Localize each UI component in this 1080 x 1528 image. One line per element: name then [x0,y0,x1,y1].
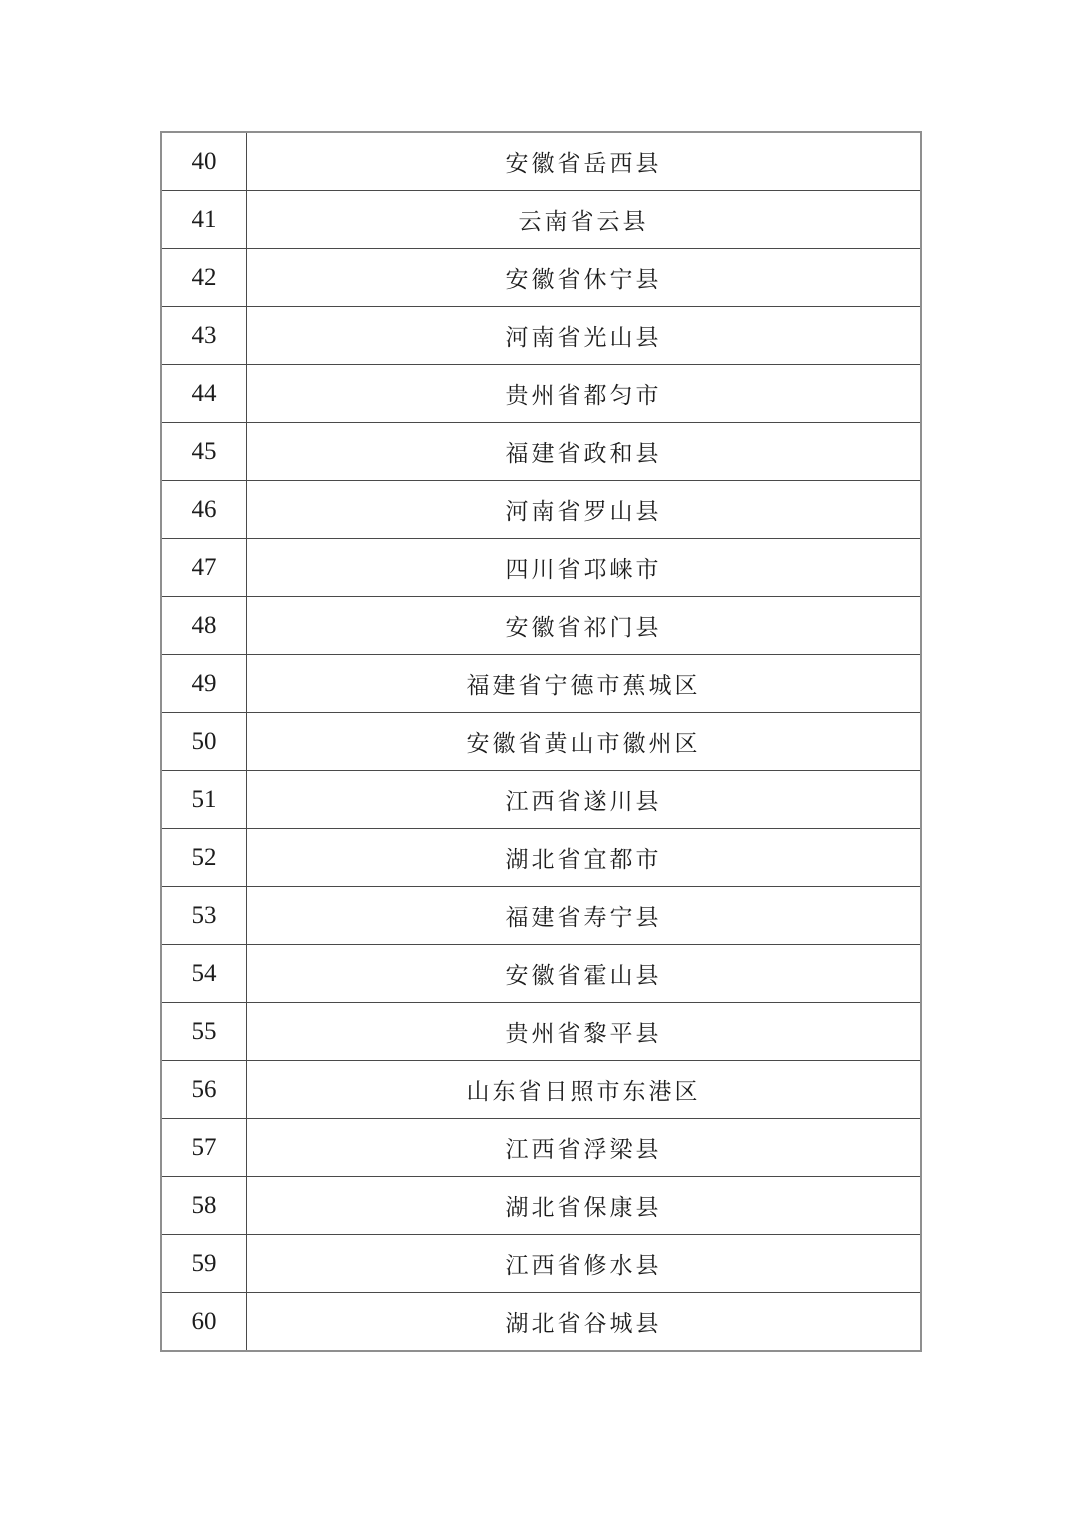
table-row [161,423,921,481]
table-row [161,365,921,423]
table-row [161,1003,921,1061]
row-location: 安徽省休宁县 [247,249,922,307]
row-number: 48 [161,597,247,655]
row-location: 贵州省黎平县 [247,1003,922,1061]
row-location: 云南省云县 [247,191,922,249]
row-location: 河南省光山县 [247,307,922,365]
table-row [161,132,921,191]
table-row [161,481,921,539]
row-number: 45 [161,423,247,481]
row-number: 56 [161,1061,247,1119]
row-number: 41 [161,191,247,249]
row-number: 57 [161,1119,247,1177]
row-location: 安徽省霍山县 [247,945,922,1003]
table-row [161,1119,921,1177]
table-row [161,655,921,713]
row-location: 江西省浮梁县 [247,1119,922,1177]
row-location: 山东省日照市东港区 [247,1061,922,1119]
row-number: 49 [161,655,247,713]
row-location: 河南省罗山县 [247,481,922,539]
row-number: 42 [161,249,247,307]
table-row [161,771,921,829]
table-row [161,307,921,365]
row-location: 湖北省保康县 [247,1177,922,1235]
row-location: 江西省修水县 [247,1235,922,1293]
row-number: 40 [161,132,247,191]
row-location: 安徽省祁门县 [247,597,922,655]
row-number: 55 [161,1003,247,1061]
row-number: 51 [161,771,247,829]
row-number: 60 [161,1293,247,1352]
row-number: 59 [161,1235,247,1293]
row-number: 53 [161,887,247,945]
table-row [161,1177,921,1235]
table-row [161,887,921,945]
row-location: 湖北省宜都市 [247,829,922,887]
table-row [161,829,921,887]
table-row [161,1061,921,1119]
row-number: 46 [161,481,247,539]
row-location: 贵州省都匀市 [247,365,922,423]
table-row [161,597,921,655]
row-number: 47 [161,539,247,597]
table-row [161,713,921,771]
row-number: 54 [161,945,247,1003]
row-location: 江西省遂川县 [247,771,922,829]
row-location: 福建省政和县 [247,423,922,481]
row-number: 50 [161,713,247,771]
table-row [161,945,921,1003]
row-location: 湖北省谷城县 [247,1293,922,1352]
row-location: 福建省宁德市蕉城区 [247,655,922,713]
table-row [161,1235,921,1293]
table-row [161,249,921,307]
row-location: 安徽省岳西县 [247,132,922,191]
row-number: 44 [161,365,247,423]
table-row [161,1293,921,1352]
row-number: 58 [161,1177,247,1235]
row-location: 四川省邛崃市 [247,539,922,597]
row-number: 43 [161,307,247,365]
row-number: 52 [161,829,247,887]
table-row [161,539,921,597]
row-location: 安徽省黄山市徽州区 [247,713,922,771]
table-row [161,191,921,249]
ranked-location-table [160,131,922,1352]
row-location: 福建省寿宁县 [247,887,922,945]
